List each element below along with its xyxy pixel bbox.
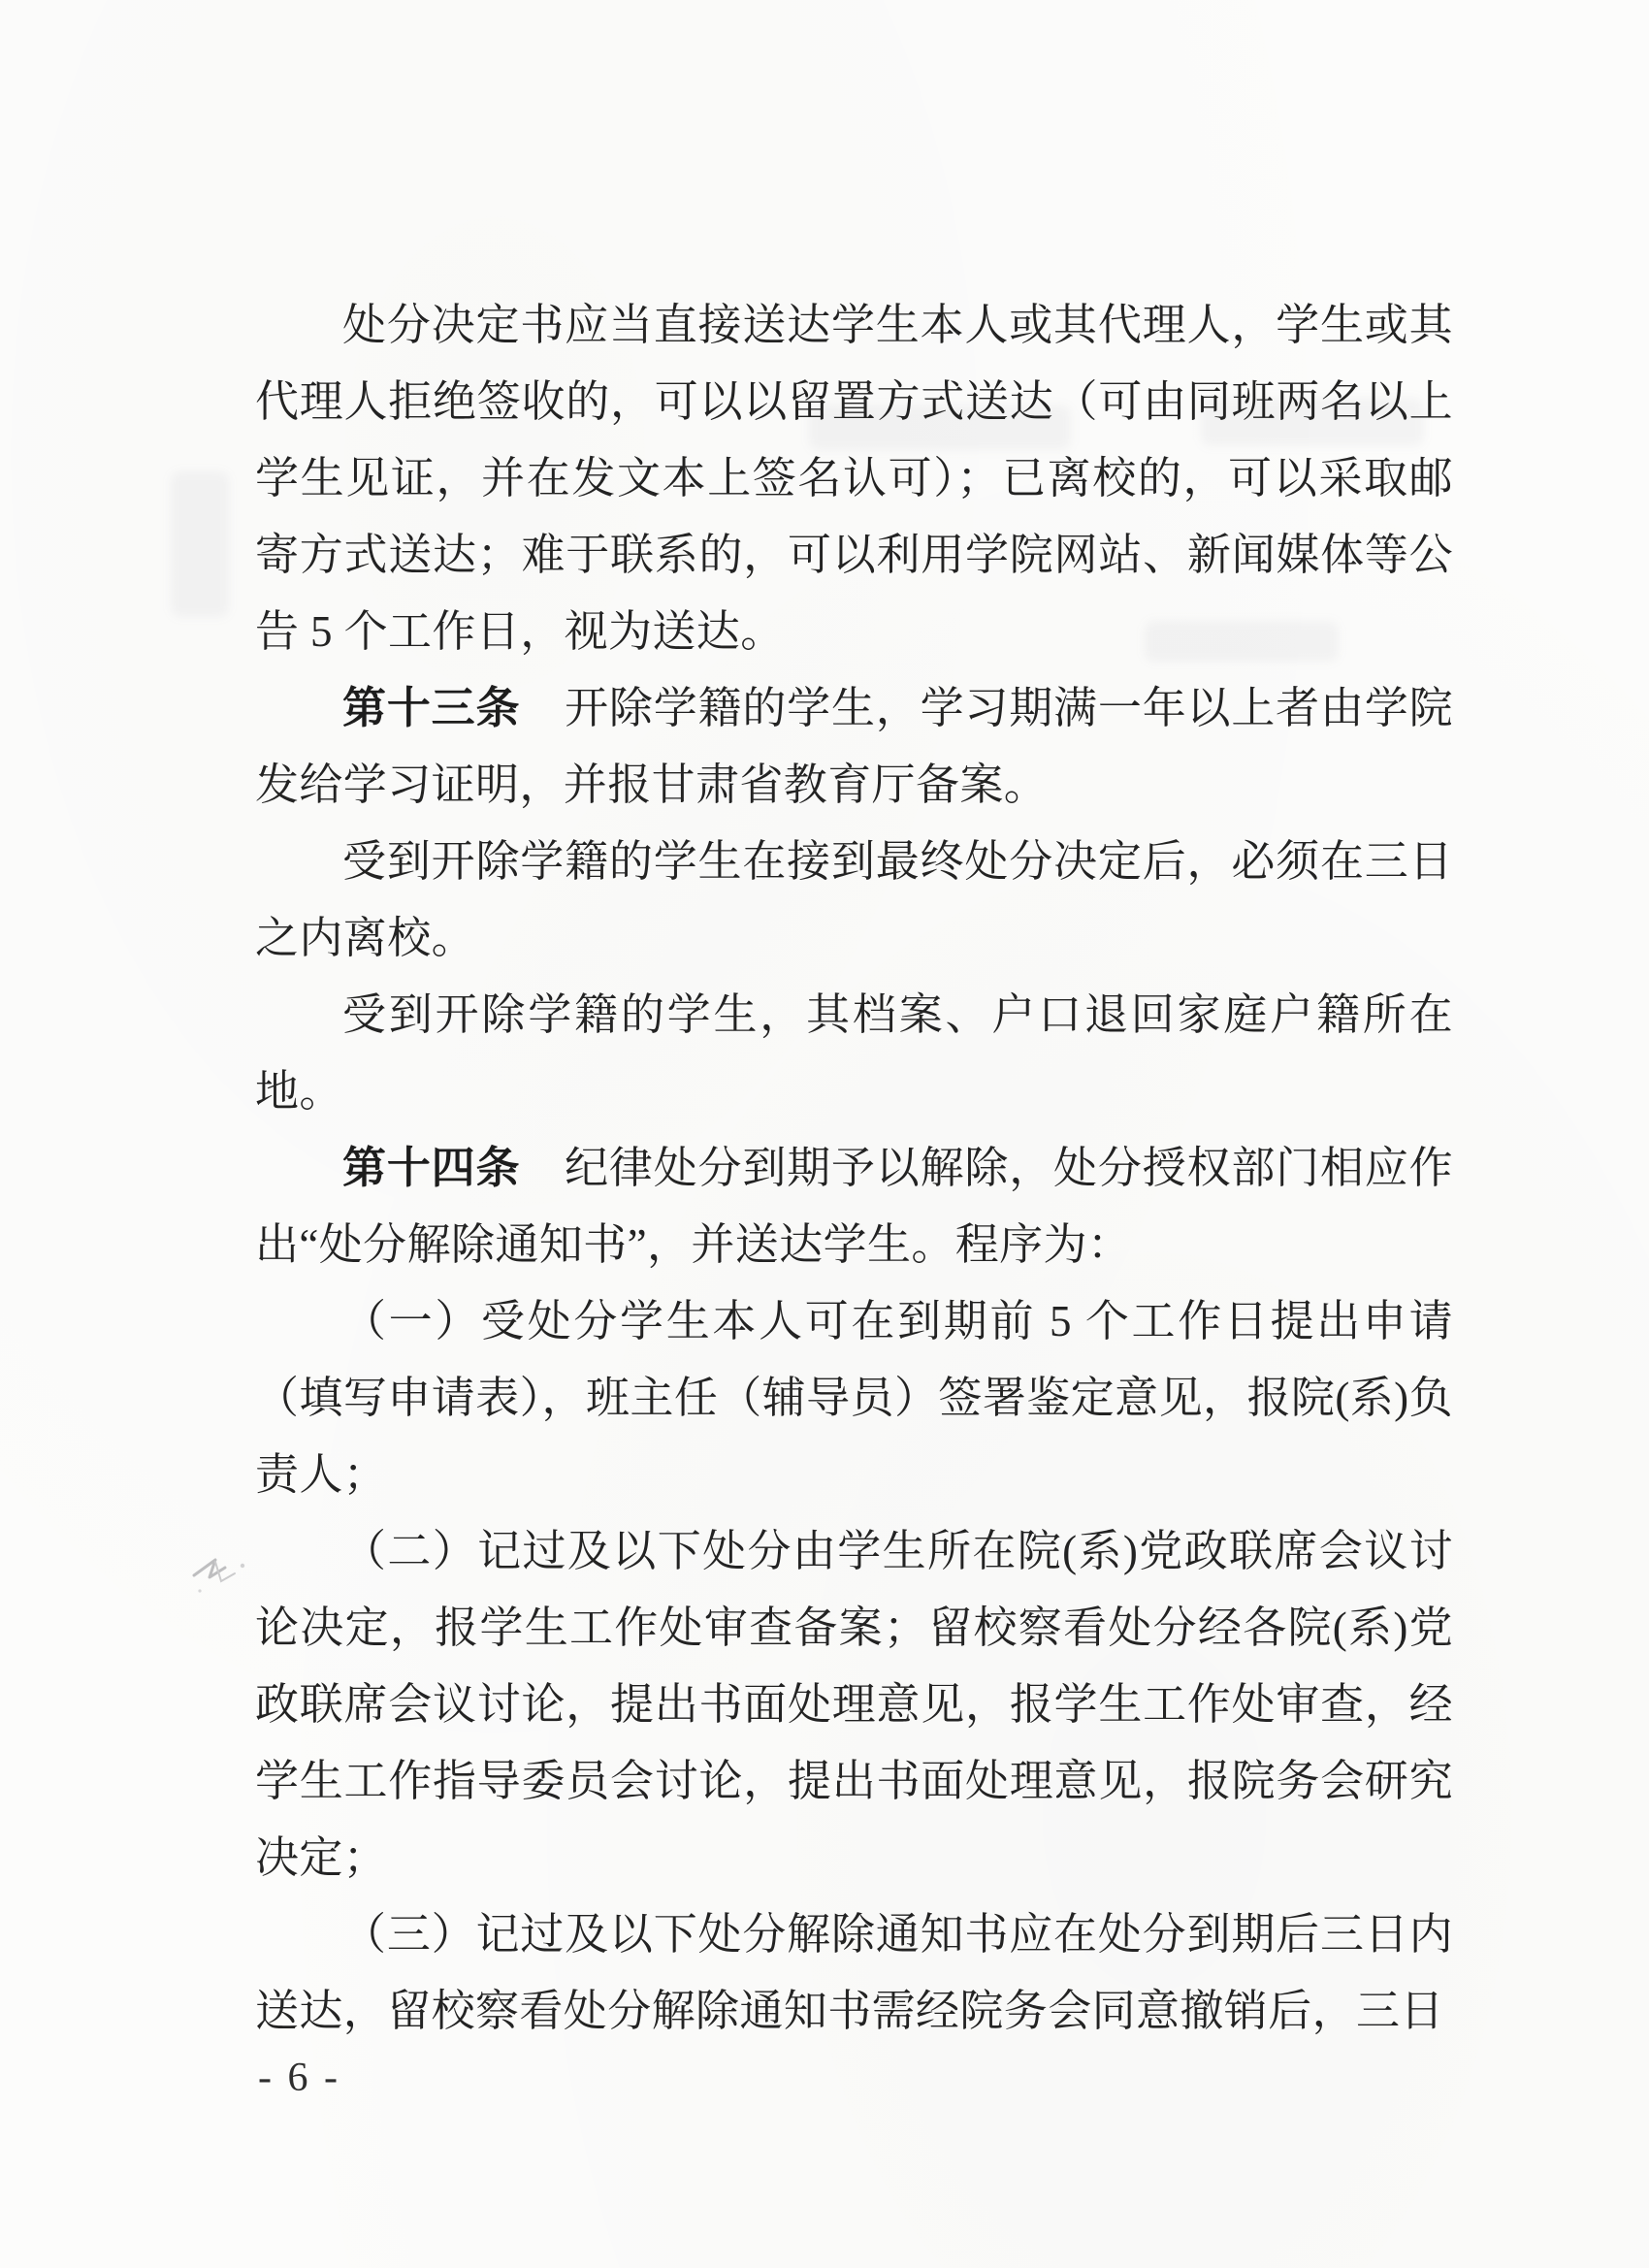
document-body <box>255 287 1453 2050</box>
para-records-return <box>255 977 1453 1130</box>
article-13-heading: 第十三条 <box>342 684 521 732</box>
para-procedure-item-2 <box>255 1513 1453 1896</box>
paragraph-text: 纪律处分到期予以解除，处分授权部门相应作出“处分解除通知书”，并送达学生。程序为： <box>255 1144 1453 1269</box>
paragraph-text: （三）记过及以下处分解除通知书应在处分到期后三日内送达，留校察看处分解除通知书需经院务会同意撤销后，三日 <box>255 1910 1453 2035</box>
page-number: - 6 - <box>258 2056 340 2100</box>
para-procedure-item-3 <box>255 1896 1453 2050</box>
paragraph-text: （二）记过及以下处分由学生所在院(系)党政联席会议讨论决定，报学生工作处审查备案；留校察看处分经各院(系)党政联席会议讨论，提出书面处理意见，报学生工作处审查，经学生工作指导委员会讨论，提出书面处理意见，报院务会研究决定； <box>255 1527 1453 1882</box>
ink-bleed-through-artifact <box>171 471 229 617</box>
paragraph-text: 受到开除学籍的学生，其档案、户口退回家庭户籍所在地。 <box>255 990 1453 1116</box>
paragraph-text: （一）受处分学生本人可在到期前 5 个工作日提出申请（填写申请表），班主任（辅导员）签署鉴定意见，报院(系)负责人； <box>255 1297 1453 1499</box>
para-article-13 <box>255 670 1453 824</box>
para-procedure-item-1 <box>255 1283 1453 1513</box>
para-delivery-of-decision <box>255 287 1453 670</box>
paragraph-text: 受到开除学籍的学生在接到最终处分决定后，必须在三日之内离校。 <box>255 837 1453 962</box>
paragraph-text: 开除学籍的学生，学习期满一年以上者由学院发给学习证明，并报甘肃省教育厅备案。 <box>255 684 1453 809</box>
para-leave-within-three-days <box>255 824 1453 977</box>
article-14-heading: 第十四条 <box>342 1144 521 1192</box>
pencil-smudge-mark <box>186 1548 268 1608</box>
para-article-14 <box>255 1130 1453 1283</box>
paragraph-text: 处分决定书应当直接送达学生本人或其代理人，学生或其代理人拒绝签收的，可以以留置方式送达（可由同班两名以上学生见证，并在发文本上签名认可）；已离校的，可以采取邮寄方式送达；难于联系的，可以利用学院网站、新闻媒体等公告 5 个工作日，视为送达。 <box>255 301 1453 656</box>
